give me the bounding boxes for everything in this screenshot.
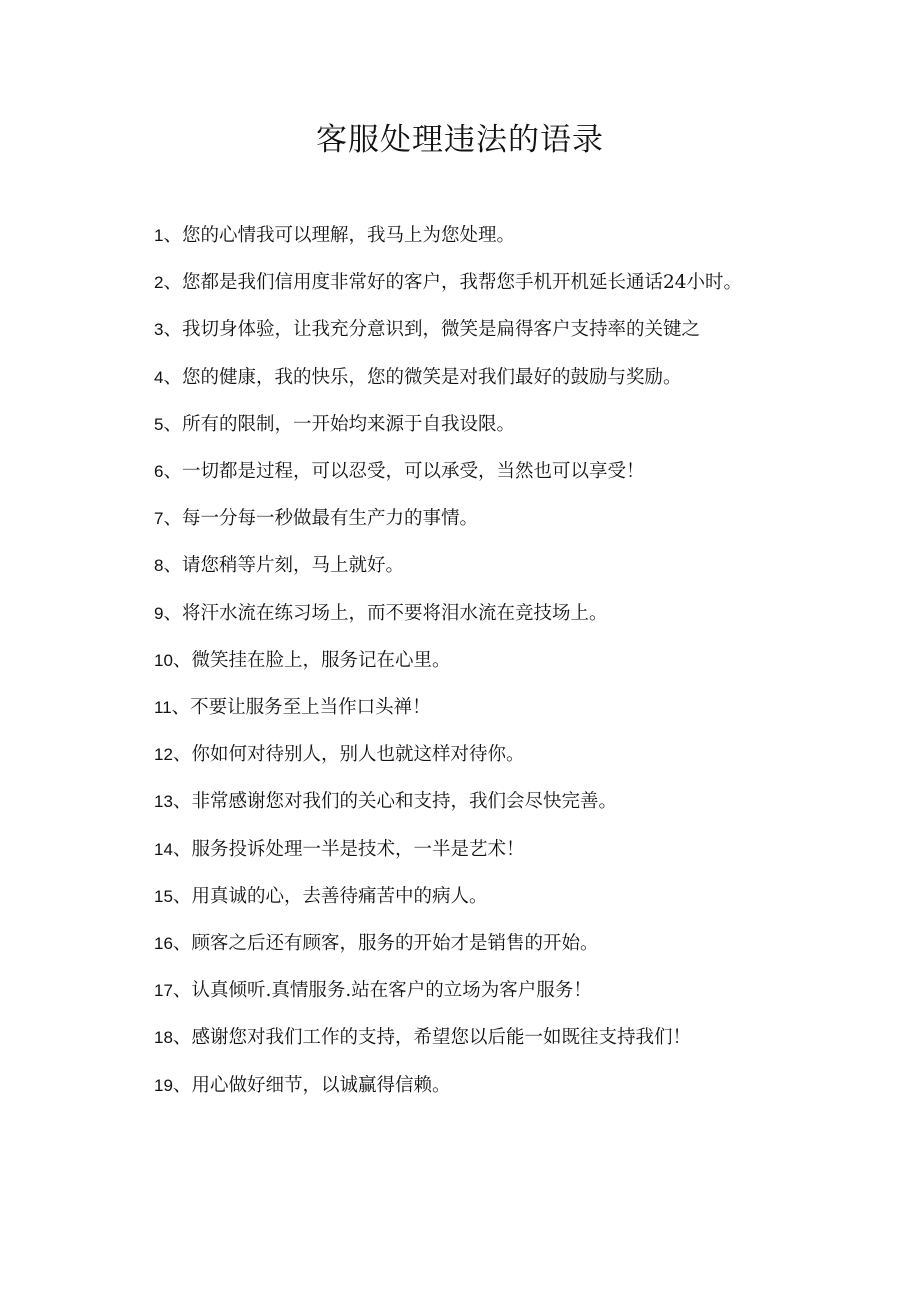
item-separator: 、: [163, 555, 182, 577]
list-item: [112, 354, 812, 401]
item-text: 用真诚的心，去善待痛苦中的病人。: [191, 885, 488, 907]
item-separator: 、: [163, 461, 182, 483]
item-number: 2: [154, 273, 164, 293]
item-number: 15: [154, 886, 173, 906]
item-separator: 、: [172, 649, 192, 671]
list-item: [112, 920, 812, 967]
item-number: 9: [154, 603, 164, 623]
item-text: 您都是我们信用度非常好的客户，我帮您手机开机延长通话24小时。: [181, 272, 743, 294]
item-text: 感谢您对我们工作的支持，希望您以后能一如既往支持我们！: [191, 1027, 691, 1049]
item-text: 认真倾听.真情服务.站在客户的立场为客户服务！: [191, 980, 592, 1002]
list-item: [112, 1062, 812, 1109]
list-item: [112, 542, 812, 589]
item-text: 用心做好细节，以诚赢得信赖。: [191, 1074, 451, 1096]
item-text: 每一分每一秒做最有生产力的事情。: [181, 508, 478, 530]
item-text: 一切都是过程，可以忍受，可以承受，当然也可以享受！: [181, 461, 645, 483]
item-text: 非常感谢您对我们的关心和支持，我们会尽快完善。: [191, 791, 617, 813]
item-text: 将汗水流在练习场上，而不要将泪水流在竞技场上。: [181, 602, 608, 624]
list-item: [112, 212, 812, 259]
item-number: 7: [154, 509, 164, 529]
item-text: 服务投诉处理一半是技术，一半是艺术！: [191, 838, 525, 860]
item-number: 13: [154, 792, 173, 812]
item-text: 所有的限制，一开始均来源于自我设限。: [181, 413, 515, 435]
item-number: 1: [154, 226, 164, 245]
list-item: [112, 401, 812, 448]
item-separator: 、: [172, 980, 192, 1002]
list-item: [112, 1014, 812, 1061]
item-separator: 、: [163, 225, 182, 246]
item-number: 3: [154, 320, 164, 340]
item-number: 6: [154, 462, 164, 482]
item-separator: 、: [172, 1027, 192, 1049]
item-number: 17: [154, 981, 173, 1001]
item-separator: 、: [172, 791, 192, 813]
item-number: 19: [154, 1075, 173, 1095]
item-separator: 、: [163, 602, 182, 624]
list-item: [112, 731, 812, 778]
item-number: 12: [154, 745, 173, 765]
list-item: [112, 495, 812, 542]
quote-list: [112, 212, 812, 1109]
item-text: 您的心情我可以理解，我马上为您处理。: [181, 225, 515, 246]
item-separator: 、: [163, 319, 182, 341]
item-separator: 、: [172, 838, 192, 860]
list-item: [112, 590, 812, 637]
document-title: 客服处理违法的语录: [316, 122, 604, 158]
item-separator: 、: [163, 272, 182, 294]
item-separator: 、: [172, 885, 192, 907]
item-number: 18: [154, 1028, 173, 1048]
item-separator: 、: [172, 744, 192, 766]
item-separator: 、: [163, 366, 182, 388]
list-item: [112, 637, 812, 684]
item-text: 您的健康，我的快乐，您的微笑是对我们最好的鼓励与奖励。: [181, 366, 682, 388]
list-item: [112, 873, 812, 920]
item-separator: 、: [171, 697, 191, 719]
item-number: 5: [154, 414, 164, 434]
item-number: 11: [154, 698, 172, 718]
item-separator: 、: [172, 1074, 192, 1096]
item-number: 14: [154, 839, 173, 859]
item-text: 微笑挂在脸上，服务记在心里。: [191, 649, 451, 671]
item-number: 10: [154, 650, 173, 670]
item-text: 你如何对待别人，别人也就这样对待你。: [191, 744, 525, 766]
item-text: 我切身体验，让我充分意识到，微笑是扁得客户支持率的关键之: [181, 319, 700, 341]
item-text: 请您稍等片刻，马上就好。: [181, 555, 404, 577]
list-item: [112, 967, 812, 1014]
list-item: [112, 306, 812, 353]
item-number: 4: [154, 367, 164, 387]
item-separator: 、: [163, 413, 182, 435]
item-number: 8: [154, 556, 164, 576]
list-item: [112, 826, 812, 873]
item-text: 不要让服务至上当作口头禅！: [190, 697, 431, 719]
list-item: [112, 684, 812, 731]
item-separator: 、: [172, 933, 192, 955]
item-text: 顾客之后还有顾客，服务的开始才是销售的开始。: [191, 933, 599, 955]
list-item: [112, 448, 812, 495]
item-separator: 、: [163, 508, 182, 530]
item-number: 16: [154, 934, 173, 954]
list-item: [112, 778, 812, 825]
list-item: [112, 259, 812, 306]
